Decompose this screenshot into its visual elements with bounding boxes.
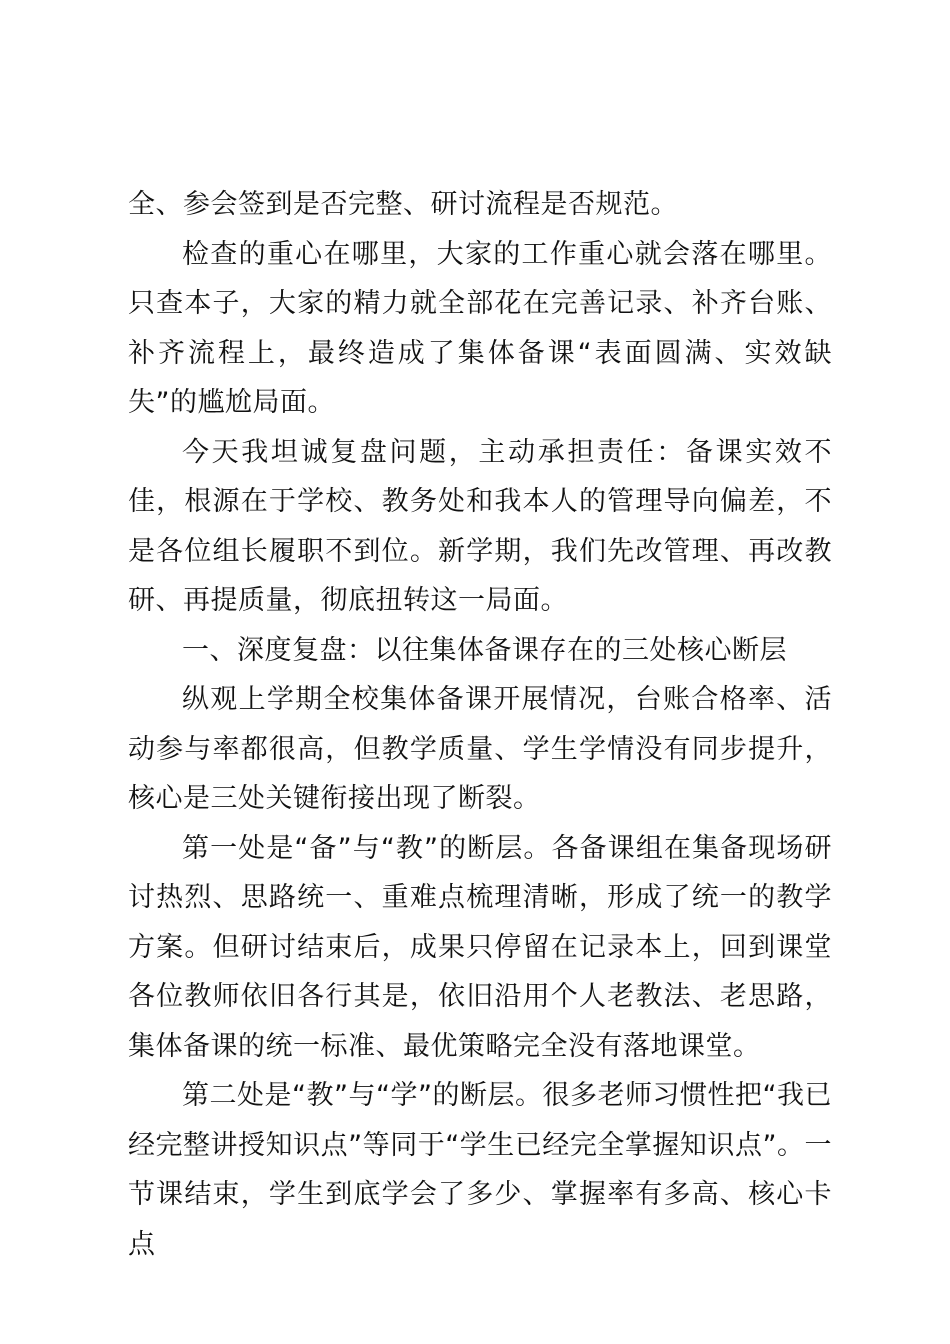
paragraph-first-gap: 第一处是“备”与“教”的断层。各备课组在集备现场研讨热烈、思路统一、重难点梳理清晰，形成了统一的教学方案。但研讨结束后，成果只停留在记录本上，回到课堂各位教师依旧各行其是，依旧沿用个人老教法、老思路，集体备课的统一标准、最优策略完全没有落地课堂。 (128, 832, 832, 1062)
paragraph-inspection-focus: 检查的重心在哪里，大家的工作重心就会落在哪里。只查本子，大家的精力就全部花在完善记录、补齐台账、补齐流程上，最终造成了集体备课“表面圆满、实效缺失”的尴尬局面。 (128, 238, 832, 418)
paragraph-second-gap: 第二处是“教”与“学”的断层。很多老师习惯性把“我已经完整讲授知识点”等同于“学生已经完全掌握知识点”。一节课结束，学生到底学会了多少、掌握率有多高、核心卡点 (128, 1080, 832, 1260)
section-heading-review: 一、深度复盘：以往集体备课存在的三处核心断层 (182, 634, 787, 666)
paragraph-continuation: 全、参会签到是否完整、研讨流程是否规范。 (128, 189, 678, 220)
document-body (128, 180, 832, 1269)
paragraph-responsibility: 今天我坦诚复盘问题，主动承担责任：备课实效不佳，根源在于学校、教务处和我本人的管理导向偏差，不是各位组长履职不到位。新学期，我们先改管理、再改教研、再提质量，彻底扭转这一局面。 (128, 436, 832, 616)
paragraph-overview: 纵观上学期全校集体备课开展情况，台账合格率、活动参与率都很高，但教学质量、学生学情没有同步提升，核心是三处关键衔接出现了断裂。 (128, 684, 832, 814)
